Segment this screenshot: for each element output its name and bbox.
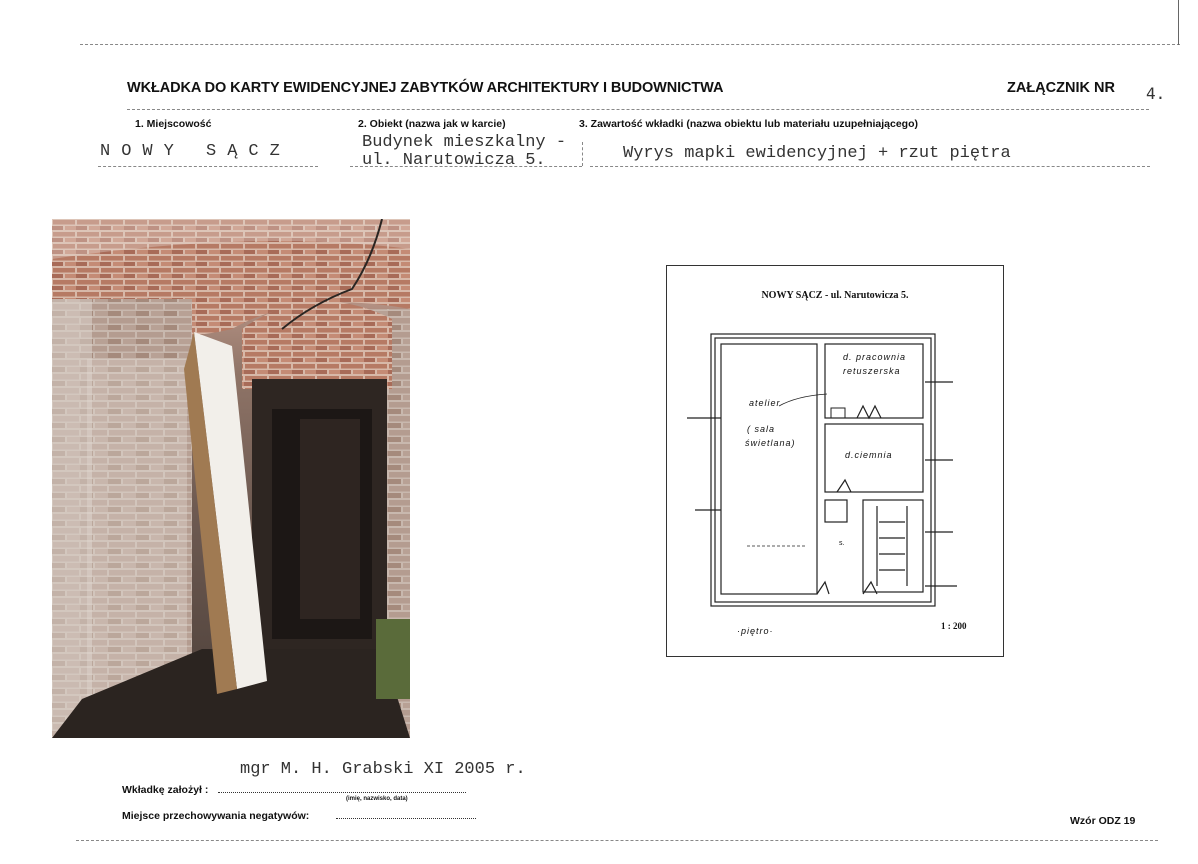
room-label-pracownia-2: retuszerska <box>843 366 901 376</box>
plan-scale: 1 : 200 <box>941 621 967 631</box>
field-2-label: 2. Obiekt (nazwa jak w karcie) <box>358 118 506 130</box>
field-1-underline <box>98 166 318 167</box>
field-1-label: 1. Miejscowość <box>135 118 212 130</box>
plan-drawing <box>667 266 1003 656</box>
author-typed: mgr M. H. Grabski XI 2005 r. <box>240 760 526 779</box>
field-divider <box>582 142 584 166</box>
plan-title: NOWY SĄCZ - ul. Narutowicza 5. <box>761 290 909 301</box>
storage-label: Miejsce przechowywania negatywów: <box>122 810 310 822</box>
floor-label: ·piętro· <box>737 626 774 636</box>
form-title: WKŁADKA DO KARTY EWIDENCYJNEJ ZABYTKÓW ARCHITEKTURY I BUDOWNICTWA <box>127 80 724 96</box>
floor-plan-frame <box>666 265 1004 657</box>
bottom-border-rule <box>76 840 1158 841</box>
room-label-sala-1: ( sala <box>747 424 776 434</box>
field-2-underline <box>350 166 582 167</box>
top-right-edge <box>1178 0 1179 45</box>
author-hint: (imię, nazwisko, data) <box>346 796 408 802</box>
field-3-underline <box>590 166 1150 167</box>
storage-dotted-line <box>336 818 476 819</box>
author-dotted-line <box>218 792 466 793</box>
annex-label: ZAŁĄCZNIK NR <box>1007 80 1115 96</box>
room-label-ciemnia: d.ciemnia <box>845 450 893 460</box>
room-label-stair: s. <box>839 540 845 547</box>
field-3-label: 3. Zawartość wkładki (nazwa obiektu lub materiału uzupełniającego) <box>579 118 918 130</box>
annex-number: 4. <box>1146 84 1166 103</box>
room-label-sala-2: świetlana) <box>745 438 796 448</box>
header-underline <box>127 109 1149 110</box>
room-label-atelier: atelier <box>749 398 781 408</box>
field-2-value-line-1: Budynek mieszkalny - <box>362 133 567 152</box>
cellar-photo <box>52 219 410 738</box>
top-border-rule <box>80 44 1180 45</box>
form-code: Wzór ODZ 19 <box>1070 815 1136 827</box>
field-3-value: Wyrys mapki ewidencyjnej + rzut piętra <box>623 144 1011 163</box>
author-label: Wkładkę założył : <box>122 784 209 796</box>
field-2-value-line-2: ul. Narutowicza 5. <box>362 151 546 170</box>
room-label-pracownia-1: d. pracownia <box>843 352 907 362</box>
field-1-value: NOWY SĄCZ <box>100 142 291 161</box>
